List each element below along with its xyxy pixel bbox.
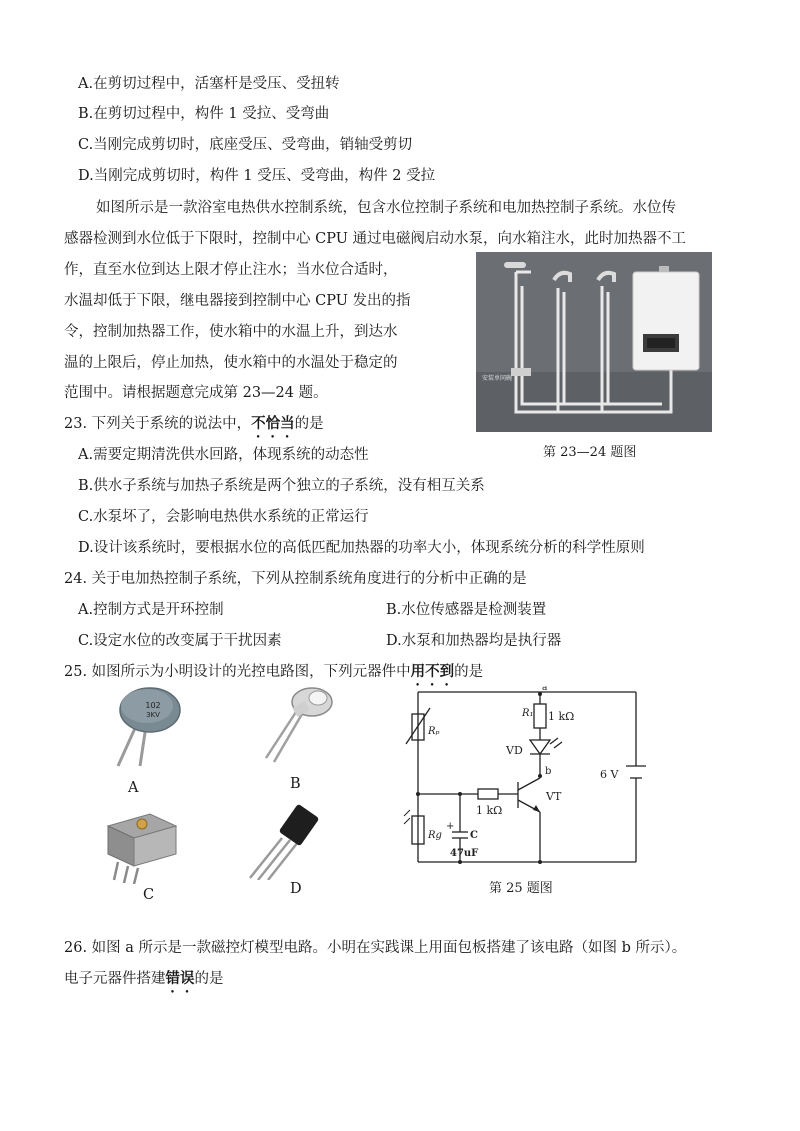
- q23-option-c: C.水泵坏了，会影响电热供水系统的正常运行: [78, 509, 369, 525]
- q23-option-d: D.设计该系统时，要根据水位的高低匹配加热器的功率大小，体现系统分析的科学性原则: [78, 540, 645, 556]
- label-node-a: a: [542, 686, 548, 693]
- q23-stem: [64, 414, 324, 441]
- q26-line-2-pre: 电子元器件搭建: [64, 971, 166, 987]
- q23-stem-post: 的是: [294, 416, 324, 432]
- photosensor-image: [252, 682, 342, 764]
- q23-option-a: A.需要定期清洗供水回路，体现系统的动态性: [78, 447, 369, 463]
- figure-23-caption: 第 23—24 题图: [543, 445, 637, 460]
- figure-25-caption: 第 25 题图: [489, 881, 553, 896]
- label-plus: +: [446, 821, 455, 832]
- component-d-label: D: [290, 881, 302, 897]
- label-rg: Rg: [428, 830, 442, 841]
- label-capacitor-value: 47uF: [450, 848, 479, 859]
- component-a-label: A: [128, 780, 139, 796]
- q24-option-b: B.水位传感器是检测装置: [386, 602, 547, 618]
- option-prev-c: C.当刚完成剪切时，底座受压、受弯曲，销轴受剪切: [78, 137, 413, 153]
- q25-stem-post: 的是: [454, 664, 484, 680]
- q26-line-2: [64, 969, 224, 996]
- q25-stem-emphasis: 用不到: [410, 663, 455, 680]
- label-rp: Rₚ: [428, 726, 440, 737]
- intro-line-4: 水温却低于下限，继电器接到控制中心 CPU 发出的指: [64, 293, 411, 309]
- potentiometer-image: [98, 808, 186, 884]
- q24-option-a: A.控制方式是开环控制: [78, 602, 224, 618]
- label-capacitor: C: [470, 830, 478, 841]
- q24-option-d: D.水泵和加热器均是执行器: [386, 633, 562, 649]
- label-r1: R₁: [522, 708, 534, 719]
- q26-emphasis: 错误: [165, 970, 195, 987]
- capacitor-marking-1: 102: [145, 701, 161, 710]
- component-b-label: B: [290, 776, 301, 792]
- intro-line-7: 范围中。请根据题意完成第 23—24 题。: [64, 385, 328, 401]
- option-prev-b: B.在剪切过程中，构件 1 受拉、受弯曲: [78, 106, 330, 122]
- q25-stem-pre: 25. 如图所示为小明设计的光控电路图，下列元器件中: [64, 664, 411, 680]
- label-r1-value: 1 kΩ: [548, 710, 575, 723]
- q23-stem-pre: 23. 下列关于系统的说法中，: [64, 416, 252, 432]
- figure-inner-label: 安装单同碗: [482, 375, 513, 382]
- q23-option-b: B.供水子系统与加热子系统是两个独立的子系统，没有相互关系: [78, 478, 485, 494]
- water-heater-figure: [476, 252, 712, 432]
- q24-option-c: C.设定水位的改变属于干扰因素: [78, 633, 282, 649]
- intro-line-3: 作，直至水位到达上限才停止注水；当水位合适时，: [64, 262, 398, 278]
- label-vd: VD: [506, 744, 523, 757]
- transistor-image: [242, 804, 336, 880]
- capacitor-marking-2: 3KV: [146, 711, 160, 719]
- intro-line-2: 感器检测到水位低于下限时，控制中心 CPU 通过电磁阀启动水泵，向水箱注水，此时加热器不工: [64, 231, 687, 247]
- option-prev-a: A.在剪切过程中，活塞杆是受压、受扭转: [78, 76, 340, 92]
- q24-stem: 24. 关于电加热控制子系统，下列从控制系统角度进行的分析中正确的是: [64, 571, 527, 587]
- q26-line-1: 26. 如图 a 所示是一款磁控灯模型电路。小明在实践课上用面包板搭建了该电路（如图 b 所示）。: [64, 940, 687, 956]
- label-supply: 6 V: [600, 768, 619, 781]
- label-node-b: b: [545, 766, 552, 777]
- intro-line-1: 如图所示是一款浴室电热供水控制系统，包含水位控制子系统和电加热控制子系统。水位传: [96, 200, 676, 216]
- label-vt: VT: [546, 790, 562, 803]
- label-base-resistor: 1 kΩ: [476, 804, 503, 817]
- ceramic-capacitor-image: [100, 686, 192, 768]
- intro-line-6: 温的上限后，停止加热，使水箱中的水温处于稳定的: [64, 355, 398, 371]
- q26-line-2-post: 的是: [194, 971, 224, 987]
- component-c-label: C: [143, 887, 155, 903]
- intro-line-5: 令，控制加热器工作，使水箱中的水温上升，到达水: [64, 324, 398, 340]
- option-prev-d: D.当刚完成剪切时，构件 1 受压、受弯曲，构件 2 受拉: [78, 168, 436, 184]
- q23-stem-emphasis: 不恰当: [251, 415, 295, 432]
- circuit-diagram: [400, 686, 652, 866]
